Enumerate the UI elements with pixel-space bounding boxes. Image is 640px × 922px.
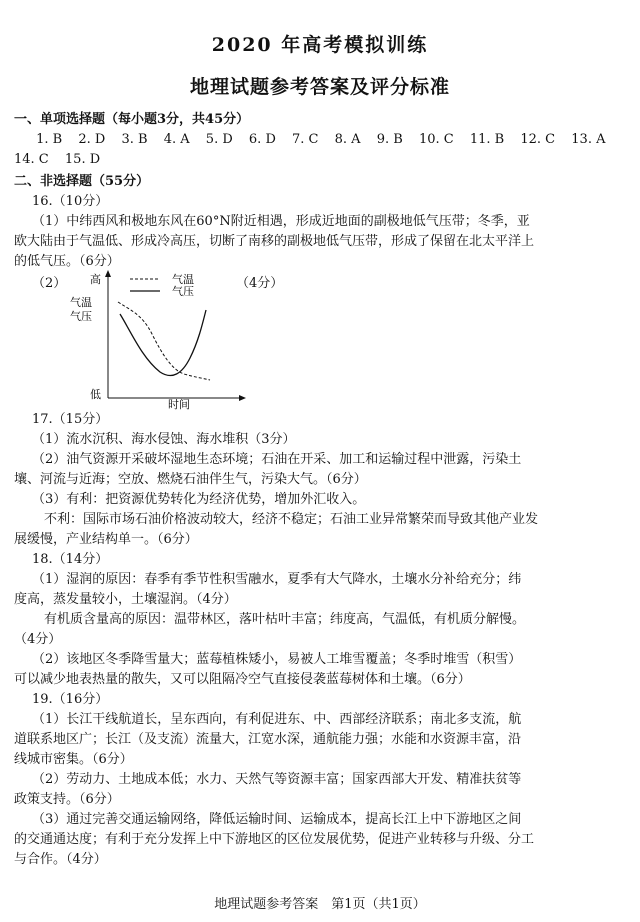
mcq-answers (14, 130, 626, 170)
q18-answer-1: 度高，蒸发量较小，土壤湿润。（4分） (14, 592, 237, 607)
q17-answer-2: 壤、河流与近海；空放、燃烧石油伴生气，污染大气。（6分） (14, 472, 367, 487)
section2-heading: 二、非选择题（55分） (14, 174, 150, 189)
q18-answer-2: （2）该地区冬季降雪量大；蓝莓植株矮小，易被人工堆雪覆盖；冬季时堆雪（积雪） (32, 652, 522, 667)
mcq-answer: 12. C (520, 132, 556, 147)
q18-answer-1-organic: 有机质含量高的原因：温带林区，落叶枯叶丰富；纬度高，气温低，有机质分解慢。 (44, 612, 526, 627)
y-axis-label-pressure: 气压 (70, 310, 92, 323)
q17-number: 17.（15分） (32, 412, 109, 427)
q17-answer-2: （2）油气资源开采破坏湿地生态环境；石油在开采、加工和运输过程中泄露，污染土 (32, 452, 522, 467)
mcq-answer: 11. B (469, 132, 505, 147)
x-axis-arrow (239, 395, 246, 401)
pressure-curve (120, 310, 206, 376)
q19-answer-3: 与合作。（4分） (14, 852, 107, 867)
q17-answer-3: （3）有利：把资源优势转化为经济优势，增加外汇收入。 (32, 492, 366, 507)
mcq-answer: 6. D (248, 132, 276, 147)
q19-answer-2: 政策支持。（6分） (14, 792, 120, 807)
mcq-answer: 8. A (334, 132, 361, 147)
mcq-answer: 9. B (376, 132, 403, 147)
temperature-pressure-graph (68, 270, 248, 412)
q19-answer-3: 的交通通达度；有利于充分发挥上中下游地区的区位发展优势，促进产业转移与升级、分工 (14, 832, 535, 847)
q16-answer-2-score: （4分） (236, 276, 284, 291)
legend-pressure-label: 气压 (172, 285, 194, 298)
q19-answer-3: （3）通过完善交通运输网络，降低运输时间、运输成本，提高长江上中下游地区之间 (32, 812, 522, 827)
mcq-answer: 13. A (571, 132, 606, 147)
q18-number: 18.（14分） (32, 552, 109, 567)
y-axis-label-temp: 气温 (70, 296, 92, 309)
q18-answer-1: （1）湿润的原因：春季有季节性积雪融水，夏季有大气降水，土壤水分补给充分；纬 (32, 572, 522, 587)
q17-answer-3-drawbacks: 不利：国际市场石油价格波动较大，经济不稳定；石油工业异常繁荣而导致其他产业发 (44, 512, 539, 527)
q17-answer-3-drawbacks: 展缓慢，产业结构单一。（6分） (14, 532, 198, 547)
page-title: 2020 年高考模拟训练 (211, 34, 429, 56)
mcq-answer: 5. D (205, 132, 233, 147)
mcq-answer: 15. D (64, 152, 101, 167)
mcq-answer: 14. C (14, 152, 49, 167)
mcq-answer: 2. D (78, 132, 106, 147)
q16-answer-1: （1）中纬西风和极地东风在60°N附近相遇，形成近地面的副极地低气压带；冬季，亚 (32, 214, 530, 229)
section1-heading: 一、单项选择题（每小题3分，共45分） (14, 112, 250, 127)
q17-answer-1: （1）流水沉积、海水侵蚀、海水堆积（3分） (32, 432, 296, 447)
page-footer: 地理试题参考答案 第1页（共1页） (214, 897, 426, 912)
q16-answer-1: 的低气压。（6分） (14, 254, 120, 269)
mcq-answer: 3. B (121, 132, 148, 147)
mcq-answer: 1. B (36, 132, 63, 147)
q19-number: 19.（16分） (32, 692, 109, 707)
page-subtitle: 地理试题参考答案及评分标准 (189, 76, 450, 98)
q18-answer-2: 可以减少地表热量的散失，又可以阻隔冷空气直接侵袭蓝莓树体和土壤。（6分） (14, 672, 471, 687)
q19-answer-1: 道联系地区广；长江（及支流）流量大，江宽水深，通航能力强；水能和水资源丰富，沿 (14, 732, 522, 747)
q16-answer-1: 欧大陆由于气温低、形成冷高压，切断了南移的副极地低气压带，形成了保留在北太平洋上 (14, 234, 535, 249)
legend-temp-label: 气温 (172, 273, 194, 286)
q19-answer-2: （2）劳动力、土地成本低；水力、天然气等资源丰富；国家西部大开发、精准扶贫等 (32, 772, 522, 787)
y-axis-low-label: 低 (90, 388, 101, 401)
mcq-answer: 10. C (418, 132, 454, 147)
mcq-answer: 7. C (292, 132, 319, 147)
q18-answer-1-organic: （4分） (14, 632, 62, 647)
q16-number: 16.（10分） (32, 194, 109, 209)
x-axis-label: 时间 (168, 398, 190, 411)
q16-answer-2-label: （2） (32, 276, 67, 291)
q19-answer-1: 线城市密集。（6分） (14, 752, 133, 767)
y-axis-arrow (105, 270, 111, 277)
mcq-answer: 4. A (163, 132, 190, 147)
temperature-curve (118, 302, 210, 380)
q19-answer-1: （1）长江干线航道长，呈东西向，有利促进东、中、西部经济联系；南北多支流，航 (32, 712, 522, 727)
y-axis-high-label: 高 (90, 273, 101, 286)
